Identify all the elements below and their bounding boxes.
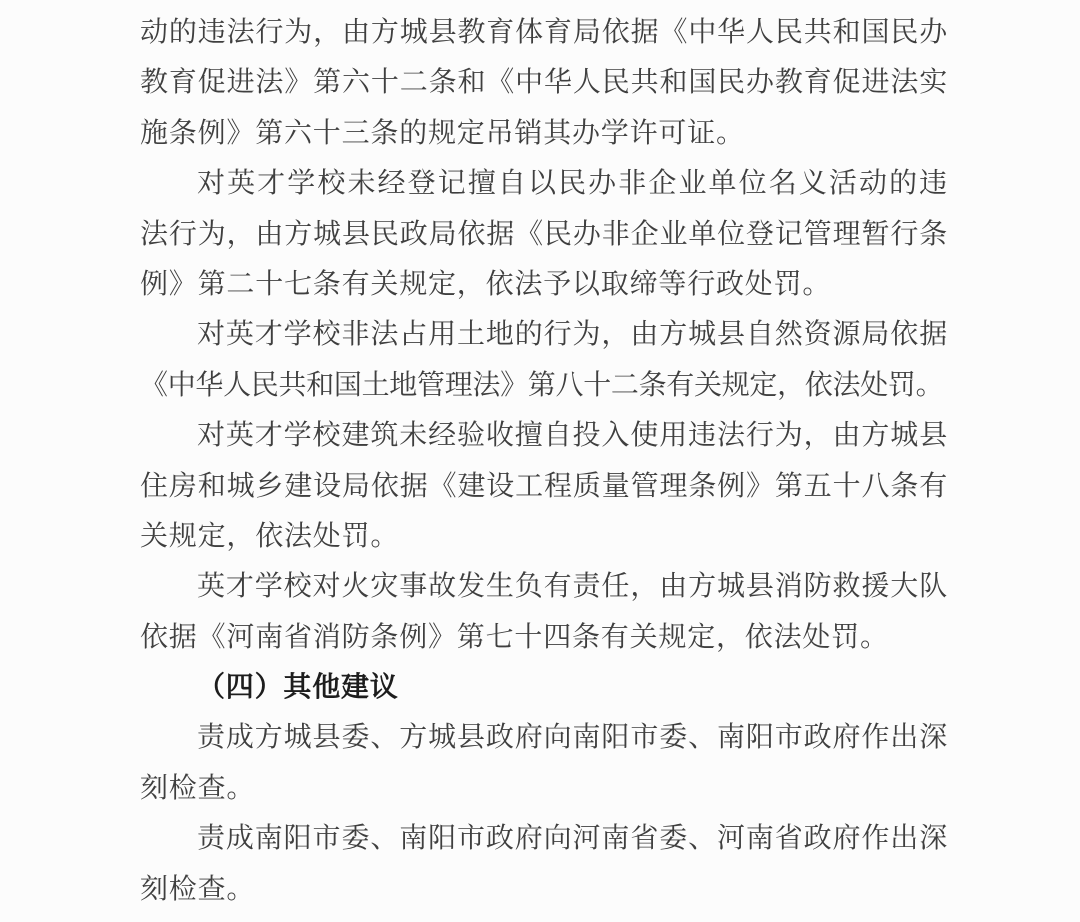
document-text-block <box>140 8 948 915</box>
text-line: 刻检查。 <box>140 873 256 905</box>
text-line: 教育促进法》第六十二条和《中华人民共和国民办教育促进法实 <box>140 67 948 99</box>
text-line: 依据《河南省消防条例》第七十四条有关规定，依法处罚。 <box>140 621 889 653</box>
section-heading: （四）其他建议 <box>197 672 399 704</box>
text-line: 例》第二十七条有关规定，依法予以取缔等行政处罚。 <box>140 268 832 300</box>
text-line: 英才学校对火灾事故发生负有责任，由方城县消防救援大队 <box>197 571 948 603</box>
text-line: 对英才学校建筑未经验收擅自投入使用违法行为，由方城县 <box>197 420 948 452</box>
text-line: 责成南阳市委、南阳市政府向河南省委、河南省政府作出深 <box>197 823 948 855</box>
text-line: 施条例》第六十三条的规定吊销其办学许可证。 <box>140 117 745 149</box>
text-line: 《中华人民共和国土地管理法》第八十二条有关规定，依法处罚。 <box>140 369 944 401</box>
text-line: 刻检查。 <box>140 772 256 804</box>
text-line: 对英才学校非法占用土地的行为，由方城县自然资源局依据 <box>197 319 948 351</box>
text-line: 动的违法行为，由方城县教育体育局依据《中华人民共和国民办 <box>140 17 948 48</box>
text-line: 对英才学校未经登记擅自以民办非企业单位名义活动的违 <box>197 168 948 200</box>
text-line: 法行为，由方城县民政局依据《民办非企业单位登记管理暂行条 <box>140 218 948 250</box>
text-line: 住房和城乡建设局依据《建设工程质量管理条例》第五十八条有 <box>140 470 948 502</box>
text-line: 关规定，依法处罚。 <box>140 520 400 552</box>
text-line: 责成方城县委、方城县政府向南阳市委、南阳市政府作出深 <box>197 722 948 754</box>
